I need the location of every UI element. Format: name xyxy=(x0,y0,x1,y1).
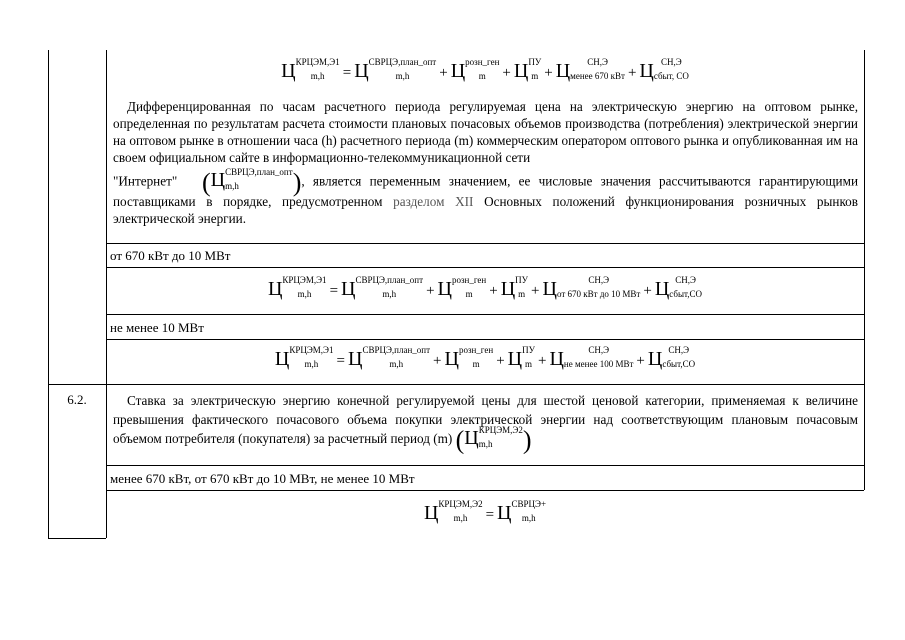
formula-lhs: Ц КРЦЭМ,Э1 m,h xyxy=(281,57,340,82)
formula-r3: Ц КРЦЭМ,Э1 m,h = Ц СВРЦЭ,план_опт m,h + Ц розн_ген m + Ц ПУ m + Ц СН,Э не менее 100 МВт + Ц СН,Э сбыт,СО xyxy=(274,345,696,370)
formula-term: Ц розн_ген m xyxy=(450,57,500,82)
formula-term: Ц СН,Э от 670 кВт до 10 МВт xyxy=(542,275,641,300)
inline-formula-r1: Ц СВРЦЭ,план_опт m,h xyxy=(210,166,293,191)
row-label-670-10: от 670 кВт до 10 МВт xyxy=(110,248,231,263)
internet-text: "Интернет" xyxy=(113,173,178,189)
formula-term: Ц розн_ген m xyxy=(444,345,494,370)
inline-formula-r4: Ц КРЦЭМ,Э2 m,h xyxy=(464,424,523,450)
formula-term: Ц СН,Э сбыт,СО xyxy=(654,275,703,300)
table-border-left xyxy=(48,50,49,538)
formula-term: Ц СВРЦЭ,план_опт m,h xyxy=(347,345,431,370)
formula-r2: Ц КРЦЭМ,Э1 m,h = Ц СВРЦЭ,план_опт m,h + Ц розн_ген m + Ц ПУ m + Ц СН,Э от 670 кВт до 10 МВт + Ц СН,Э сбыт,СО xyxy=(267,275,703,300)
formula-term: Ц СВРЦЭ,план_опт m,h xyxy=(341,275,424,300)
formula-term: Ц СН,Э сбыт, СО xyxy=(639,57,689,82)
rate-text: Ставка за электрическую энергию конечной регулируемой цены для шестой ценовой категории, применяемая к величине превышения фактического почасового объема покупки электрической энергии над соответствующим плановым почасовым объемом потребителя (покупателя) за расчетный период (m) xyxy=(113,393,858,446)
row-divider xyxy=(106,243,864,244)
section-link[interactable]: разделом XII xyxy=(393,193,474,209)
paragraph-text-2: , является переменным значением, ее числовые значения рассчитываются гарантирующими поставщиками в порядке, предусмотренном xyxy=(113,173,858,209)
row-divider xyxy=(106,314,864,315)
row-label-not-less-10: не менее 10 МВт xyxy=(110,320,204,335)
paragraph-text-1: Дифференцированная по часам расчетного периода регулируемая цена на электрическую энергию на оптовом рынке, определенная по результатам расчета стоимости плановых почасовых объемов производства (потребления) электрической энергии на оптовом рынке в отношении часа (h) расчетного периода (m) коммерческим оператором оптового рынка и опубликованная им на своем официальном сайте в информационно-телекоммуникационной сети xyxy=(113,99,858,165)
formula-term: Ц СН,Э не менее 100 МВт xyxy=(549,345,634,370)
formula-term: Ц СН,Э менее 670 кВт xyxy=(555,57,625,82)
formula-term: Ц ПУ m xyxy=(500,275,529,300)
formula-r1: Ц КРЦЭМ,Э1 m,h = Ц СВРЦЭ,план_опт m,h + Ц розн_ген m + Ц ПУ m + Ц СН,Э менее 670 кВт + Ц СН,Э сбыт, СО xyxy=(281,57,689,82)
table-border-bottom xyxy=(48,538,106,539)
formula-term: Ц СН,Э сбыт,СО xyxy=(647,345,696,370)
formula-lhs: Ц КРЦЭМ,Э1 m,h xyxy=(267,275,327,300)
definition-paragraph: Дифференцированная по часам расчетного периода регулируемая цена на электрическую энергию на оптовом рынке, определенная по результатам расчета стоимости плановых почасовых объемов производства (потребления) электрической энергии на оптовом рынке в отношении часа (h) расчетного периода (m) коммерческим оператором оптового рынка и опубликованная им на своем официальном сайте в информационно-телекоммуникационной сети "Интернет" (Ц СВРЦЭ,план_опт m,h ), является переменным значением, ее числовые значения рассчитываются гарантирующими поставщиками в порядке, предусмотренном разделом XII Основных положений функционирования розничных рынков электрической энергии. xyxy=(113,99,859,226)
row-label-all-categories: менее 670 кВт, от 670 кВт до 10 МВт, не менее 10 МВт xyxy=(110,471,415,486)
formula-term: Ц СВРЦЭ,план_опт m,h xyxy=(354,57,437,82)
formula-lhs: Ц КРЦЭМ,Э1 m,h xyxy=(274,345,334,370)
formula-lhs: Ц КРЦЭМ,Э2 m,h xyxy=(423,499,483,524)
row-divider xyxy=(106,490,864,491)
rate-paragraph: Ставка за электрическую энергию конечной регулируемой цены для шестой ценовой категории, применяемая к величине превышения фактического почасового объема покупки электрической энергии над соответствующим плановым почасовым объемом потребителя (покупателя) за расчетный период (m) (Ц КРЦЭМ,Э2 m,h ) xyxy=(113,393,858,455)
row-divider xyxy=(106,339,864,340)
formula-r5: Ц КРЦЭМ,Э2 m,h = Ц СВРЦЭ+ m,h xyxy=(423,499,547,524)
row-divider xyxy=(106,465,864,466)
paragraph-text-3: Основных положений функционирования розничных рынков электрической энергии. xyxy=(113,193,859,226)
formula-term: Ц розн_ген m xyxy=(437,275,487,300)
row-divider xyxy=(106,267,864,268)
formula-term: Ц ПУ m xyxy=(513,57,542,82)
table-border-right xyxy=(864,50,865,490)
item-number: 6.2. xyxy=(67,392,87,407)
row-divider xyxy=(48,384,864,385)
formula-term: Ц ПУ m xyxy=(507,345,535,370)
formula-term: Ц СВРЦЭ+ m,h xyxy=(497,499,547,524)
